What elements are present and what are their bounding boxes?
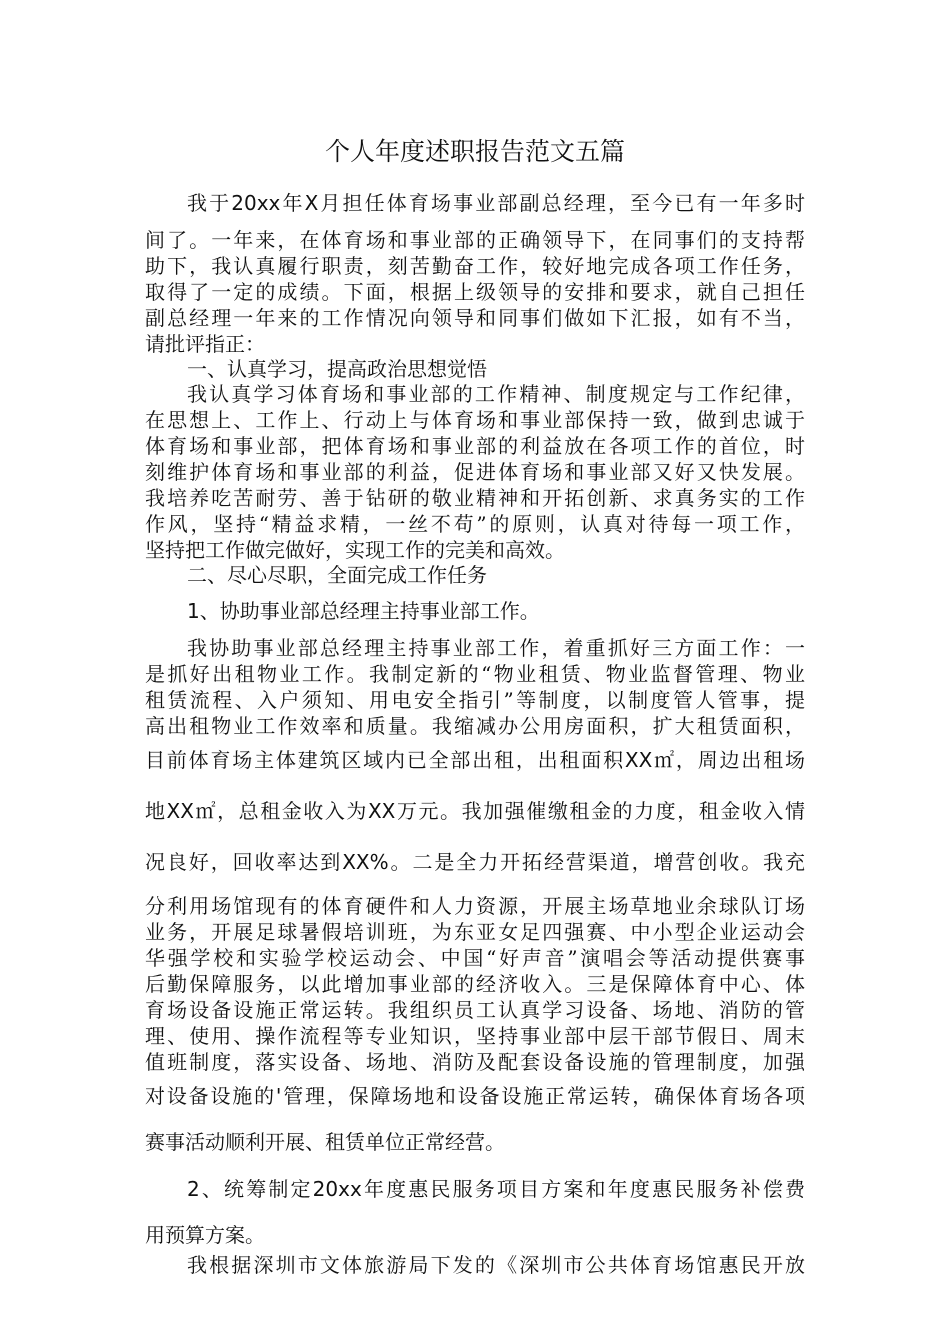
paragraph-line: 对设备设施的'管理，保障场地和设备设施正常运转，确保体育场各项 bbox=[145, 1084, 805, 1108]
paragraph-line: 分利用场馆现有的体育硬件和人力资源，开展主场草地业余球队订场 bbox=[145, 894, 805, 918]
subsection-heading: 1、协助事业部总经理主持事业部工作。 bbox=[187, 599, 540, 623]
paragraph-line: 我根据深圳市文体旅游局下发的《深圳市公共体育场馆惠民开放 bbox=[187, 1253, 805, 1277]
paragraph-line: 华强学校和实验学校运动会、中国“好声音”演唱会等活动提供赛事 bbox=[145, 946, 805, 970]
paragraph-line: 理、使用、操作流程等专业知识，坚持事业部中层干部节假日、周末 bbox=[145, 1024, 805, 1048]
paragraph-line: 赛事活动顺利开展、租赁单位正常经营。 bbox=[145, 1130, 505, 1154]
paragraph-line: 间了。一年来，在体育场和事业部的正确领导下，在同事们的支持帮 bbox=[145, 228, 805, 252]
paragraph-line: 我于20xx年X月担任体育场事业部副总经理，至今已有一年多时 bbox=[187, 191, 805, 215]
paragraph-line: 我培养吃苦耐劳、善于钻研的敬业精神和开拓创新、求真务实的工作 bbox=[145, 486, 805, 510]
paragraph-line: 高出租物业工作效率和质量。我缩减办公用房面积，扩大租赁面积， bbox=[145, 714, 805, 738]
section-heading: 二、尽心尽职，全面完成工作任务 bbox=[187, 563, 487, 587]
paragraph-line: 刻维护体育场和事业部的利益，促进体育场和事业部又好又快发展。 bbox=[145, 460, 805, 484]
document-title: 个人年度述职报告范文五篇 bbox=[324, 137, 625, 166]
paragraph-line: 值班制度，落实设备、场地、消防及配套设备设施的管理制度，加强 bbox=[145, 1050, 805, 1074]
paragraph-line: 助下，我认真履行职责，刻苦勤奋工作，较好地完成各项工作任务， bbox=[145, 254, 805, 278]
paragraph-line: 况良好，回收率达到XX%。二是全力开拓经营渠道，增营创收。我充 bbox=[145, 850, 805, 874]
paragraph-line: 育场设备设施正常运转。我组织员工认真学习设备、场地、消防的管 bbox=[145, 998, 805, 1022]
paragraph-line: 后勤保障服务，以此增加事业部的经济收入。三是保障体育中心、体 bbox=[145, 972, 805, 996]
paragraph-line: 目前体育场主体建筑区域内已全部出租，出租面积XX㎡，周边出租场 bbox=[145, 748, 805, 772]
paragraph-line: 体育场和事业部，把体育场和事业部的利益放在各项工作的首位，时 bbox=[145, 434, 805, 458]
section-heading: 一、认真学习，提高政治思想觉悟 bbox=[187, 357, 487, 381]
paragraph-line: 在思想上、工作上、行动上与体育场和事业部保持一致，做到忠诚于 bbox=[145, 408, 805, 432]
paragraph-line: 租赁流程、入户须知、用电安全指引”等制度，以制度管人管事，提 bbox=[145, 688, 805, 712]
paragraph-line: 地XX㎡，总租金收入为XX万元。我加强催缴租金的力度，租金收入情 bbox=[145, 799, 805, 823]
paragraph-line: 是抓好出租物业工作。我制定新的“物业租赁、物业监督管理、物业 bbox=[145, 662, 805, 686]
subsection-heading: 用预算方案。 bbox=[145, 1223, 265, 1247]
subsection-heading: 2、统筹制定20xx年度惠民服务项目方案和年度惠民服务补偿费 bbox=[187, 1177, 805, 1201]
paragraph-line: 取得了一定的成绩。下面，根据上级领导的安排和要求，就自己担任 bbox=[145, 280, 805, 304]
paragraph-line: 我认真学习体育场和事业部的工作精神、制度规定与工作纪律， bbox=[187, 382, 805, 406]
paragraph-line: 坚持把工作做完做好，实现工作的完美和高效。 bbox=[145, 538, 565, 562]
paragraph-line: 业务，开展足球暑假培训班，为东亚女足四强赛、中小型企业运动会 bbox=[145, 920, 805, 944]
paragraph-line: 我协助事业部总经理主持事业部工作，着重抓好三方面工作：一 bbox=[187, 636, 805, 660]
paragraph-line: 副总经理一年来的工作情况向领导和同事们做如下汇报，如有不当， bbox=[145, 306, 805, 330]
paragraph-line: 作风，坚持“精益求精，一丝不苟”的原则，认真对待每一项工作， bbox=[145, 512, 805, 536]
paragraph-line: 请批评指正： bbox=[145, 332, 265, 356]
